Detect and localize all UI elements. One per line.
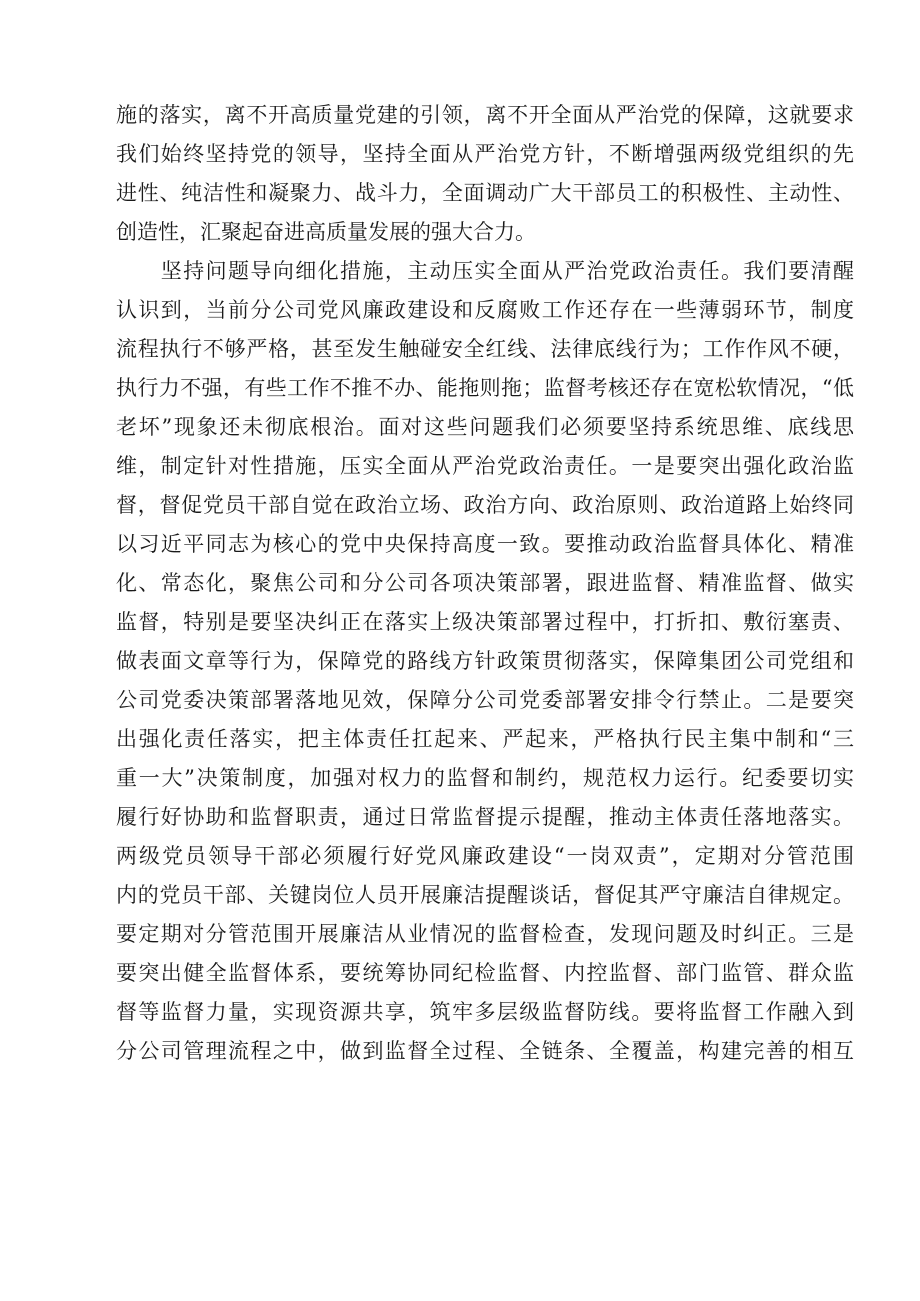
text-line: 进性、纯洁性和凝聚力、战斗力，全面调动广大干部员工的积极性、主动性、 <box>116 181 854 205</box>
text-line: 认识到，当前分公司党风廉政建设和反腐败工作还存在一些薄弱环节，制度 <box>116 298 854 322</box>
text-line: 我们始终坚持党的领导，坚持全面从严治党方针，不断增强两级党组织的先 <box>116 142 854 166</box>
text-line: 要突出健全监督体系，要统筹协同纪检监督、内控监督、部门监管、群众监 <box>116 961 854 985</box>
text-line: 分公司管理流程之中，做到监督全过程、全链条、全覆盖，构建完善的相互 <box>116 1039 854 1063</box>
text-line: 要定期对分管范围开展廉洁从业情况的监督检查，发现问题及时纠正。三是 <box>116 922 854 946</box>
text-line: 创造性，汇聚起奋进高质量发展的强大合力。 <box>116 220 536 244</box>
text-line: 履行好协助和监督职责，通过日常监督提示提醒，推动主体责任落地落实。 <box>116 805 854 829</box>
text-line: 出强化责任落实，把主体责任扛起来、严起来，严格执行民主集中制和“三 <box>116 727 854 751</box>
text-line: 做表面文章等行为，保障党的路线方针政策贯彻落实，保障集团公司党组和 <box>116 649 854 673</box>
text-line: 公司党委决策部署落地见效，保障分公司党委部署安排令行禁止。二是要突 <box>116 688 854 712</box>
text-line: 督，督促党员干部自觉在政治立场、政治方向、政治原则、政治道路上始终同 <box>116 493 854 517</box>
body-text <box>116 96 854 1071</box>
text-line: 施的落实，离不开高质量党建的引领，离不开全面从严治党的保障，这就要求 <box>116 103 854 127</box>
text-line: 重一大”决策制度，加强对权力的监督和制约，规范权力运行。纪委要切实 <box>116 766 854 790</box>
text-line: 坚持问题导向细化措施，主动压实全面从严治党政治责任。我们要清醒 <box>116 259 854 283</box>
text-line: 两级党员领导干部必须履行好党风廉政建设“一岗双责”，定期对分管范围 <box>116 844 854 868</box>
text-line: 督等监督力量，实现资源共享，筑牢多层级监督防线。要将监督工作融入到 <box>116 1000 854 1024</box>
text-line: 执行力不强，有些工作不推不办、能拖则拖；监督考核还存在宽松软情况，“低 <box>116 376 854 400</box>
text-line: 老坏”现象还未彻底根治。面对这些问题我们必须要坚持系统思维、底线思 <box>116 415 854 439</box>
text-line: 流程执行不够严格，甚至发生触碰安全红线、法律底线行为；工作作风不硬， <box>116 337 854 361</box>
text-line: 维，制定针对性措施，压实全面从严治党政治责任。一是要突出强化政治监 <box>116 454 854 478</box>
text-line: 内的党员干部、关键岗位人员开展廉洁提醒谈话，督促其严守廉洁自律规定。 <box>116 883 854 907</box>
text-line: 化、常态化，聚焦公司和分公司各项决策部署，跟进监督、精准监督、做实 <box>116 571 854 595</box>
text-line: 监督，特别是要坚决纠正在落实上级决策部署过程中，打折扣、敷衍塞责、 <box>116 610 854 634</box>
text-line: 以习近平同志为核心的党中央保持高度一致。要推动政治监督具体化、精准 <box>116 532 854 556</box>
